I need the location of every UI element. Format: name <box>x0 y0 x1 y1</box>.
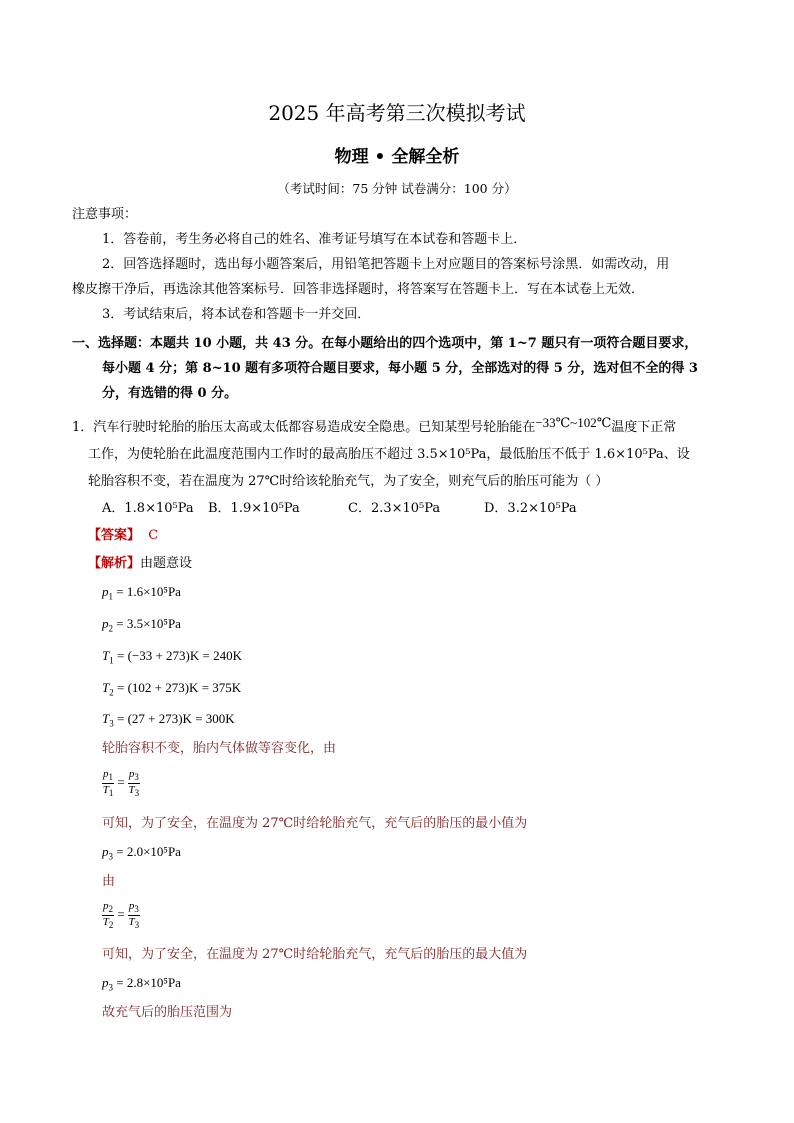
note-item-3: 3．考试结束后，将本试卷和答题卡一并交回． <box>102 307 371 322</box>
equation-p3-min: $p_3 = 2.0\times 10^5Pa$ <box>102 844 181 862</box>
section-heading-line-3: 分，有选错的得 0 分。 <box>102 386 238 401</box>
equation-ratio-1: $\frac{p_1}{T_1}$ = $\frac{p_3}{T_3}$ <box>102 768 140 799</box>
answer-value: C <box>148 528 159 543</box>
equation-t1-value: = (−33 + 273)K = 240K <box>116 648 242 663</box>
analysis-text-2: 可知，为了安全，在温度为 27℃时给轮胎充气，充气后的胎压的最小值为 <box>102 816 528 831</box>
analysis-text-4: 可知，为了安全，在温度为 27℃时给轮胎充气，充气后的胎压的最大值为 <box>102 947 528 962</box>
page-title: 2025 年高考第三次模拟考试 <box>268 101 526 125</box>
analysis-intro: 由题意设 <box>140 556 193 571</box>
note-item-2: 2．回答选择题时，选出每小题答案后，用铅笔把答题卡上对应题目的答案标号涂黑．如需改动，用 <box>102 257 670 272</box>
equation-p3-max-value: = 2.8×10⁵Pa <box>116 975 181 990</box>
equation-t3: $T_3 = (27 + 273)K = 300K$ <box>102 711 235 729</box>
option-d: D．3.2×10⁵Pa <box>484 501 577 516</box>
page-subtitle: 物理 • 全解全析 <box>334 147 460 167</box>
equation-t1: $T_1 = (-33 + 273)K = 240K$ <box>102 648 242 666</box>
answer-line <box>88 527 158 545</box>
equation-p3-min-value: = 2.0×10⁵Pa <box>116 844 181 859</box>
notes-heading: 注意事项： <box>72 207 138 222</box>
analysis-label: 【解析】 <box>88 556 141 571</box>
analysis-text-3: 由 <box>102 874 116 889</box>
equation-t2: $T_2 = (102 + 273)K = 375K$ <box>102 680 242 698</box>
equation-ratio-2: $\frac{p_2}{T_2}$ = $\frac{p_3}{T_3}$ <box>102 900 140 931</box>
question-1-stem-line-2: 工作，为使轮胎在此温度范围内工作时的最高胎压不超过 3.5×10⁵Pa，最低胎压不低于 1.6×10⁵Pa、设 <box>88 447 690 462</box>
question-1-stem-b: 温度下正常 <box>611 420 677 435</box>
section-heading-line-1: 一、选择题：本题共 10 小题，共 43 分。在每小题给出的四个选项中，第 1~7 题只有一项符合题目要求， <box>72 336 698 351</box>
equation-p2-value: = 3.5×10⁵Pa <box>116 616 181 631</box>
equation-t2-value: = (102 + 273)K = 375K <box>116 680 242 695</box>
question-1-options <box>102 500 577 518</box>
section-heading-line-2: 每小题 4 分；第 8~10 题有多项符合题目要求，每小题 5 分，全部选对的得 5 分，选对但不全的得 3 <box>102 361 698 376</box>
question-1-stem-line-3: 轮胎容积不变，若在温度为 27℃时给该轮胎充气，为了安全，则充气后的胎压可能为（ ） <box>88 474 609 489</box>
question-1-stem-a: 1．汽车行驶时轮胎的胎压太高或太低都容易造成安全隐患。已知某型号轮胎能在 <box>72 420 536 435</box>
temperature-range: −33℃~102℃ <box>535 415 612 430</box>
equation-p1-value: = 1.6×10⁵Pa <box>116 584 181 599</box>
option-a: A．1.8×10⁵Pa <box>102 501 194 516</box>
equation-p1: $p_1 = 1.6\times 10^5Pa$ <box>102 584 181 602</box>
equation-p2: $p_2 = 3.5\times 10^5Pa$ <box>102 616 181 634</box>
analysis-text-5: 故充气后的胎压范围为 <box>102 1005 233 1020</box>
equation-p3-max: $p_3 = 2.8\times 10^5Pa$ <box>102 975 181 993</box>
note-item-1: 1．答卷前，考生务必将自己的姓名、准考证号填写在本试卷和答题卡上． <box>102 232 527 247</box>
analysis-line <box>88 555 192 573</box>
option-b: B．1.9×10⁵Pa <box>208 501 300 516</box>
option-c: C．2.3×10⁵Pa <box>348 501 441 516</box>
note-item-2-cont: 橡皮擦干净后，再选涂其他答案标号．回答非选择题时，将答案写在答题卡上．写在本试卷上无效． <box>72 282 645 297</box>
question-1-stem-line-1 <box>72 415 677 437</box>
equation-t3-value: = (27 + 273)K = 300K <box>116 711 235 726</box>
answer-label: 【答案】 <box>88 528 141 543</box>
analysis-text-1: 轮胎容积不变，胎内气体做等容变化，由 <box>102 741 337 756</box>
exam-meta: （考试时间：75 分钟 试卷满分：100 分） <box>277 181 517 196</box>
